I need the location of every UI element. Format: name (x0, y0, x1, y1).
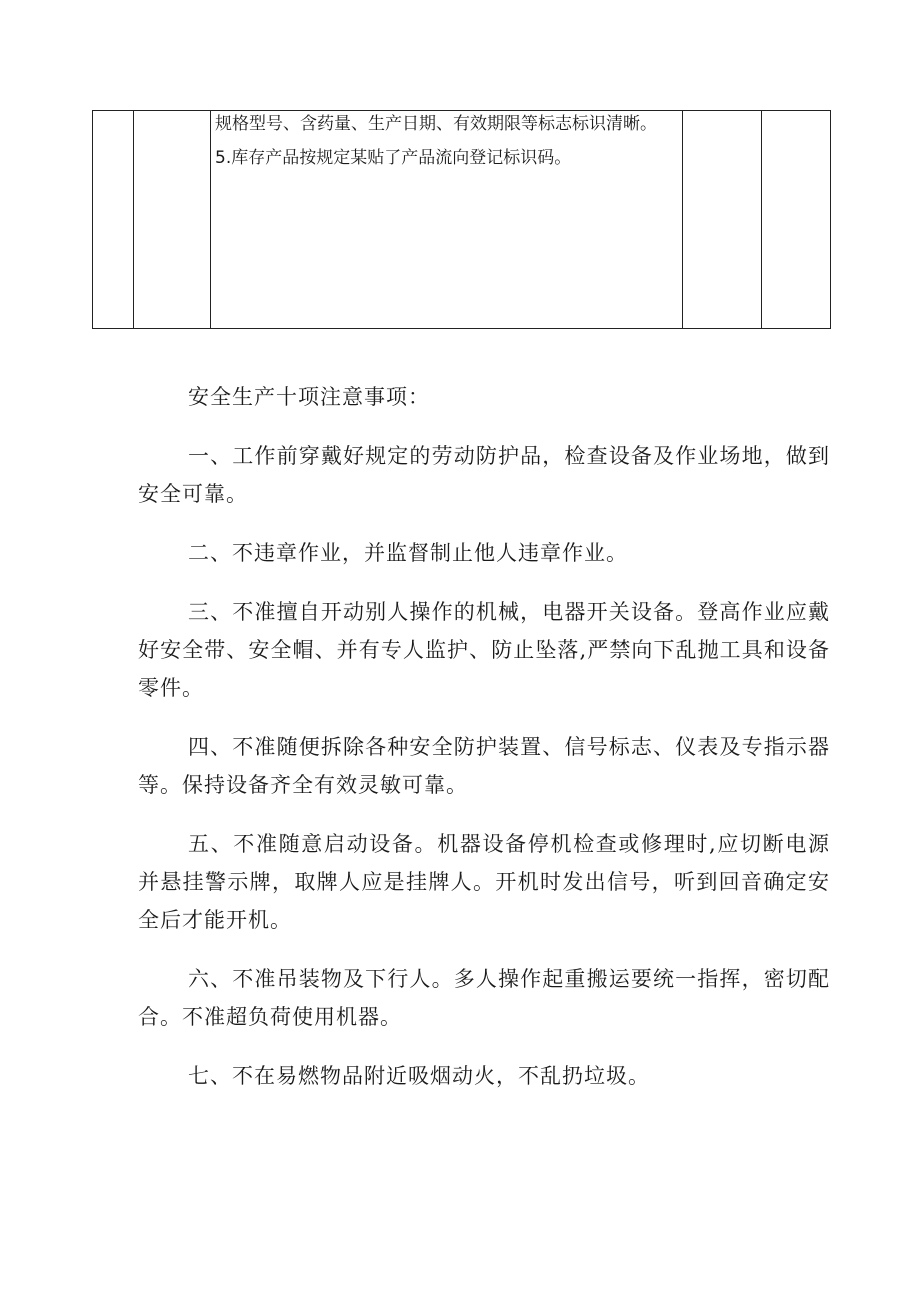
note-item: 七、不在易燃物品附近吸烟动火，不乱扔垃圾。 (188, 1064, 650, 1088)
table-cell-category (134, 111, 211, 329)
table-cell-remark (762, 111, 831, 329)
table-cell-result (683, 111, 762, 329)
note-item: 一、工作前穿戴好规定的劳动防护品，检查设备及作业场地，做到安全可靠。 (138, 444, 830, 506)
inspection-table (92, 110, 831, 329)
table-cell-content (211, 111, 683, 329)
table-cell-index (93, 111, 134, 329)
note-item: 二、不违章作业，并监督制止他人违章作业。 (188, 541, 628, 565)
inspection-table-fragment (92, 110, 829, 329)
table-row (93, 111, 831, 329)
notes-heading: 安全生产十项注意事项： (188, 385, 430, 409)
note-item: 四、不准随便拆除各种安全防护装置、信号标志、仪表及专指示器等。保持设备齐全有效灵敏可靠。 (138, 735, 830, 797)
note-item: 三、不准擅自开动别人操作的机械，电器开关设备。登高作业应戴好安全带、安全帽、并有专人监护、防止坠落,严禁向下乱抛工具和设备零件。 (138, 600, 830, 700)
note-item: 五、不准随意启动设备。机器设备停机检查或修理时,应切断电源并悬挂警示牌，取牌人应是挂牌人。开机时发出信号，听到回音确定安全后才能开机。 (138, 832, 830, 932)
content-line-2: 5.库存产品按规定某贴了产品流向登记标识码。 (215, 148, 572, 168)
safety-notes (138, 378, 830, 1116)
note-item: 六、不准吊装物及下行人。多人操作起重搬运要统一指挥，密切配合。不准超负荷使用机器。 (138, 967, 830, 1029)
content-line-1: 规格型号、含药量、生产日期、有效期限等标志标识清晰。 (215, 114, 657, 134)
